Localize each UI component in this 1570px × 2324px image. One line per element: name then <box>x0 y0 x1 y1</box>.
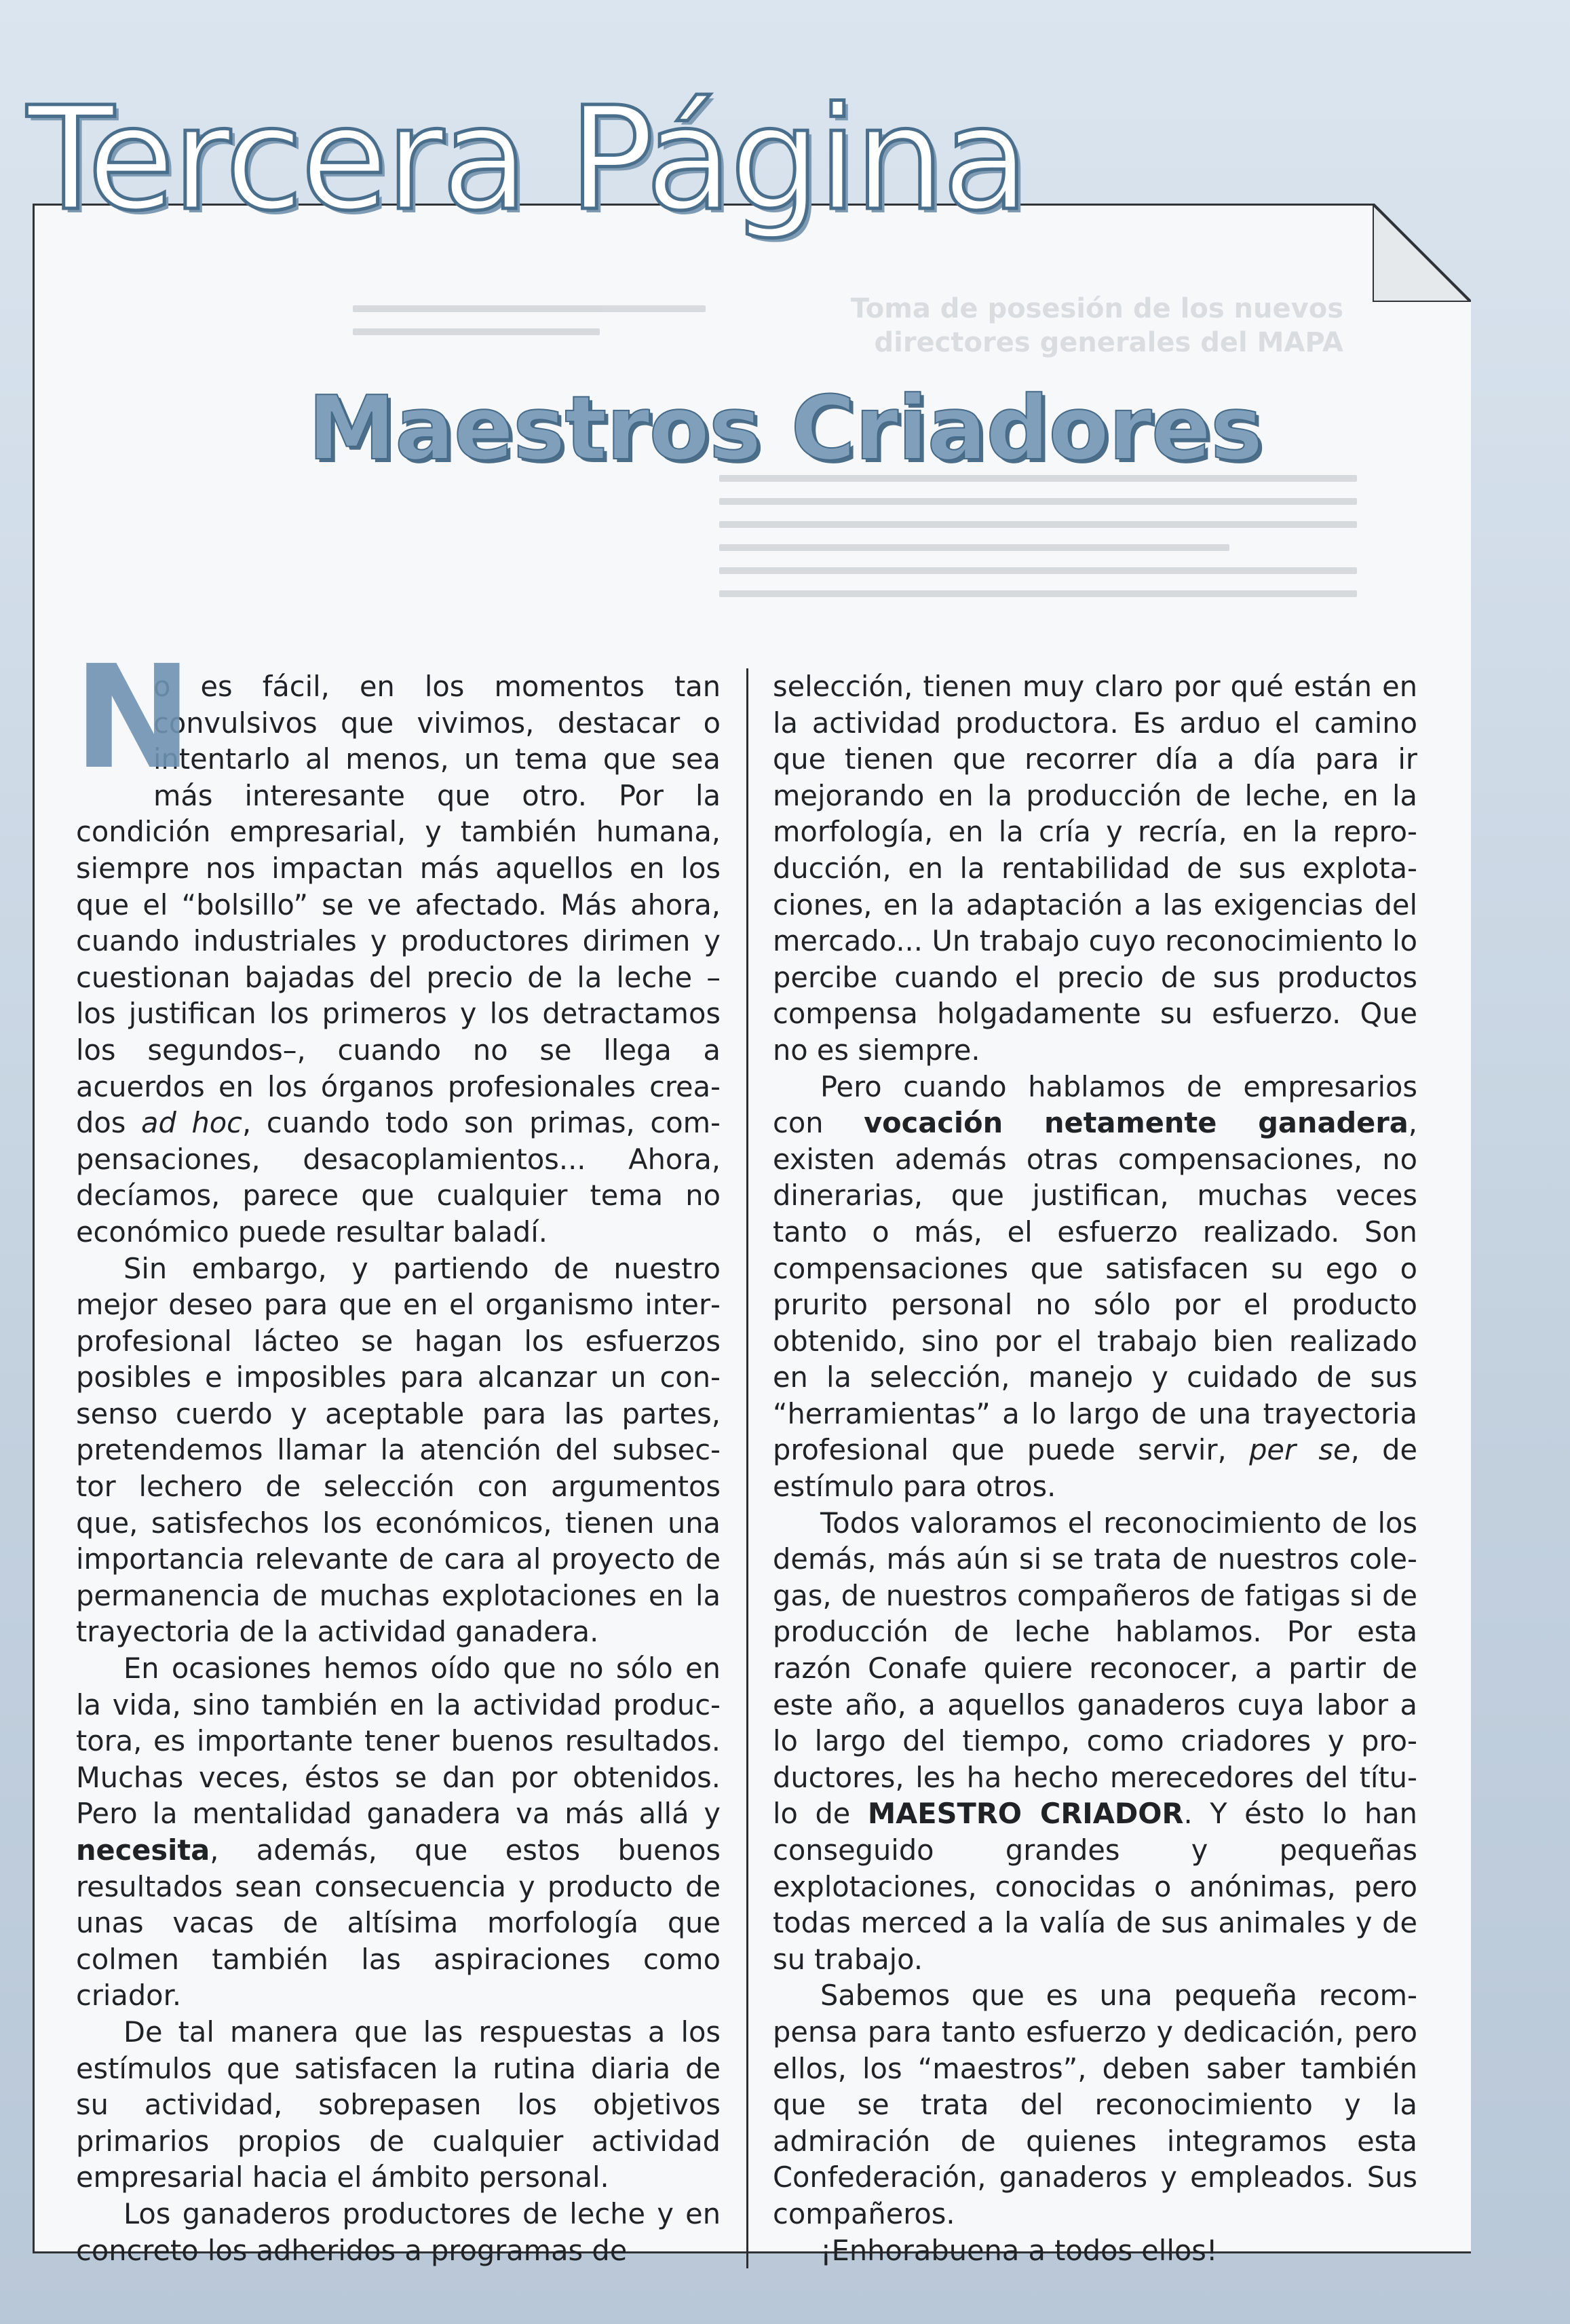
paragraph: N o es fácil, en los momentos tan convulsivos que vivimos, destacar o intentarlo al menos, un tema que sea más interesante que otro. Por la condición empresarial, y también humana, siempre nos impactan más aquellos en los que el “bolsillo” se ve afectado. Más ahora, cuando industriales y productores dirimen y cuestionan bajadas del precio de la leche –los justifican los primeros y los detractamos los segundos–, cuando no se llega a acuerdos en los órganos profesionales creados ad hoc, cuando todo son primas, compensaciones, desacoplamientos... Ahora, decíamos, parece que cualquier tema no económico puede resultar baladí. <box>73 634 721 1249</box>
left-column <box>73 634 746 2268</box>
right-column <box>746 668 1417 2268</box>
background-ghost-lines-left <box>353 305 706 351</box>
article-title: Maestros Criadores <box>307 377 1263 480</box>
section-header: Tercera Página <box>27 76 1027 242</box>
background-ghost-lines-right <box>719 475 1357 613</box>
paragraph: selección, tienen muy claro por qué están en la actividad productora. Es arduo el camino que tienen que recorrer día a día para ir mejorando en la producción de leche, en la morfología, en la cría y recría, en la reproducción, en la rentabilidad de sus explotaciones, en la adaptación a las exigencias del mercado... Un trabajo cuyo reconocimiento lo percibe cuando el precio de sus productos compensa holgadamente su esfuerzo. Que no es siempre. <box>773 670 1417 1067</box>
paragraph: Pero cuando hablamos de empresarios con vocación netamente ganadera, existen además otras compensaciones, no dinerarias, que justifican, muchas veces tanto o más, el esfuerzo realizado. Son compensaciones que satisfacen su ego o prurito personal no sólo por el producto obtenido, sino por el trabajo bien realizado en la selección, manejo y cuidado de sus “herramientas” a lo largo de una trayectoria profesional que puede servir, per se, de estímulo para otros. <box>773 1069 1417 1504</box>
paragraph: Todos valoramos el reconocimiento de los demás, más aún si se trata de nuestros colegas, de nuestros compañeros de fatigas si de producción de leche hablamos. Por esta razón Conafe quiere reconocer, a partir de este año, a aquellos ganaderos cuya labor a lo largo del tiempo, como criadores y productores, les ha hecho merecedores del título de MAESTRO CRIADOR. Y ésto lo han conseguido grandes y pequeñas explotaciones, conocidas o anónimas, pero todas merced a la valía de sus animales y de su trabajo. <box>773 1506 1417 1976</box>
page-corner-fold <box>1373 204 1471 302</box>
paragraph: Los ganaderos productores de leche y en concreto los adheridos a programas de <box>76 2196 721 2267</box>
paragraph: En ocasiones hemos oído que no sólo en la vida, sino también en la actividad productora, es importante tener buenos resultados. Muchas veces, éstos se dan por obtenidos. Pero la mentalidad ganadera va más allá y necesita, además, que estos buenos resultados sean consecuencia y producto de unas vacas de altísima morfología que colmen también las aspiraciones como criador. <box>76 1652 721 2013</box>
drop-cap: N <box>73 634 193 801</box>
paragraph: Sin embargo, y partiendo de nuestro mejor deseo para que en el organismo interprofesional lácteo se hagan los esfuerzos posibles e imposibles para alcanzar un consenso cuerdo y aceptable para las partes, pretendemos llamar la atención del subsector lechero de selección con argumentos que, satisfechos los económicos, tienen una importancia relevante de cara al proyecto de permanencia de muchas explotaciones en la trayectoria de la actividad ganadera. <box>76 1251 721 1649</box>
background-ghost-heading: Toma de posesión de los nuevos directores generales del MAPA <box>850 293 1343 358</box>
paragraph: Sabemos que es una pequeña recompensa para tanto esfuerzo y dedicación, pero ellos, los “maestros”, deben saber también que se trata del reconocimiento y la admiración de quienes integramos esta Confederación, ganaderos y empleados. Sus compañeros. <box>773 1979 1417 2230</box>
article-body <box>73 634 1447 2268</box>
paragraph: ¡Enhorabuena a todos ellos! <box>820 2233 1218 2267</box>
paragraph: De tal manera que las respuestas a los estímulos que satisfacen la rutina diaria de su actividad, sobrepasen los objetivos primarios propios de cualquier actividad empresarial hacia el ámbito personal. <box>76 2015 721 2194</box>
